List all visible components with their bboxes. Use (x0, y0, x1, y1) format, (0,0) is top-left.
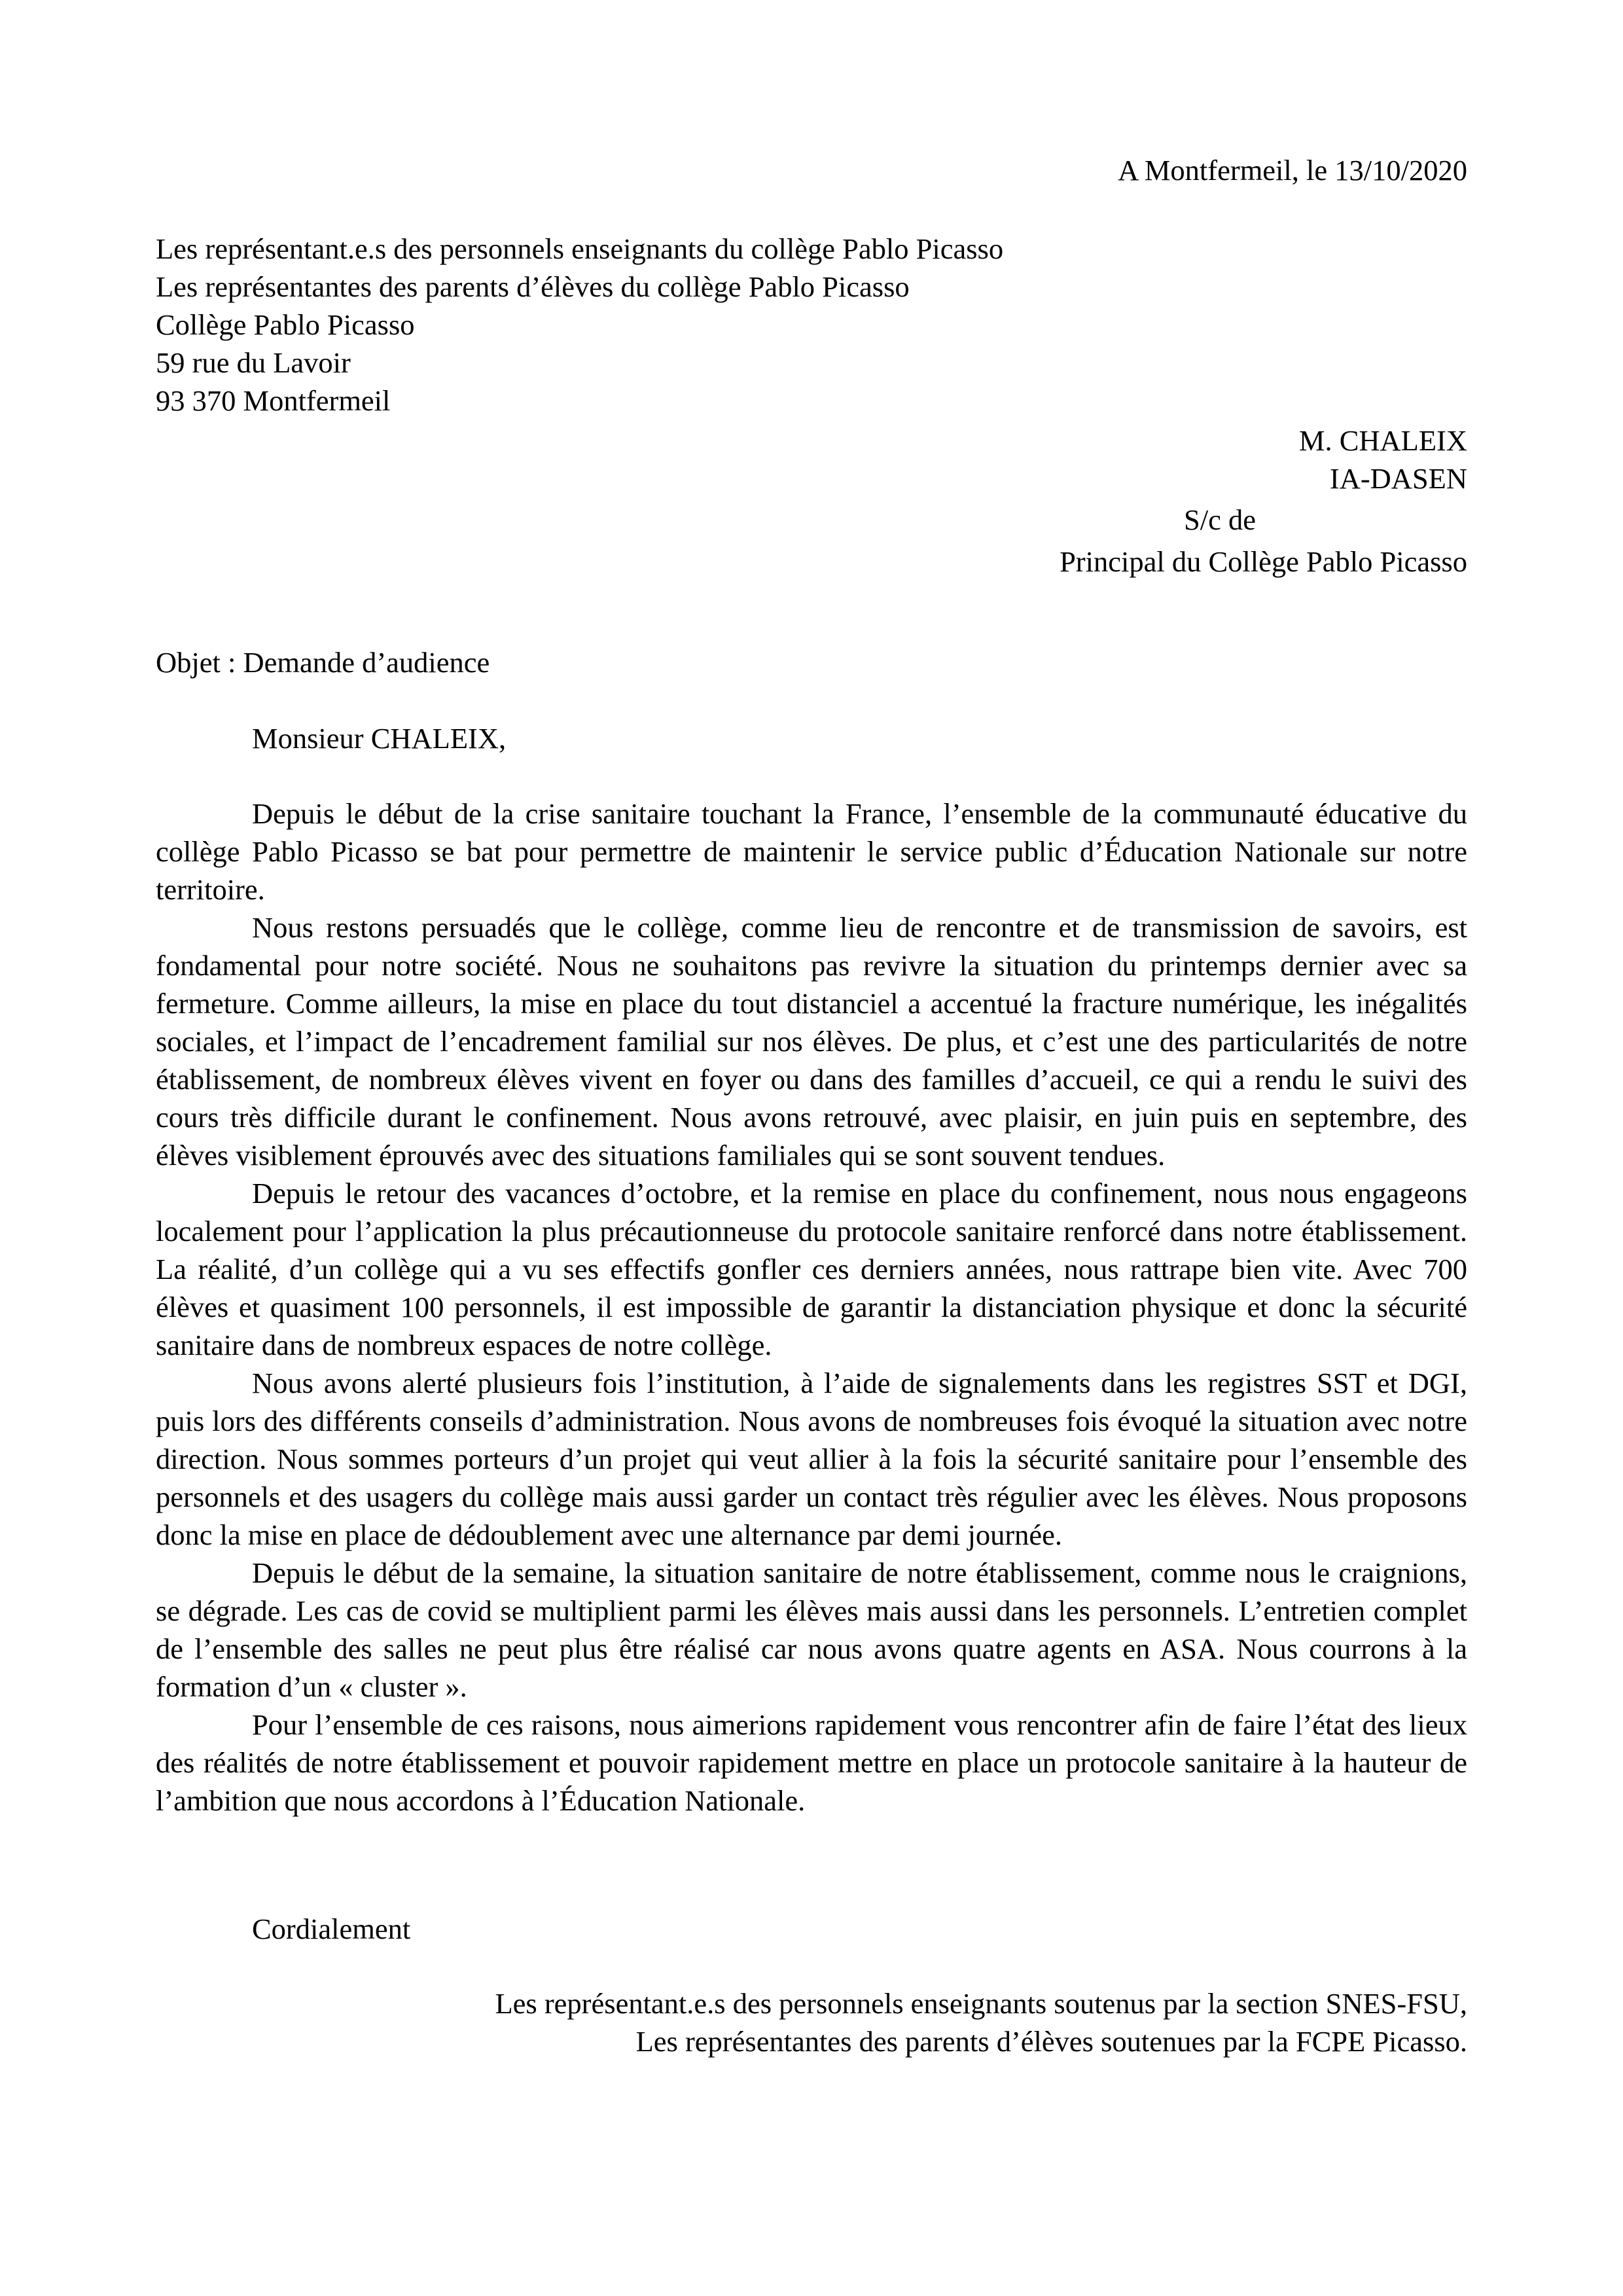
sender-line-teachers: Les représentant.e.s des personnels enseignants du collège Pablo Picasso (156, 232, 1004, 265)
letter-salutation: Monsieur CHALEIX, (252, 722, 507, 755)
recipient-via: S/c de (1184, 503, 1256, 536)
body-paragraph: Nous avons alerté plusieurs fois l’institution, à l’aide de signalements dans les registres SST et DGI, puis lors des différents conseils d’administration. Nous avons de nombreuses fois évoqué la situation avec notre direction. Nous sommes porteurs d’un projet qui veut allier à la fois la sécurité sanitaire pour l’ensemble des personnels et des usagers du collège mais aussi garder un contact très régulier avec les élèves. Nous proposons donc la mise en place de dédoublement avec une alternance par demi journée. (156, 1367, 1467, 1551)
body-paragraph: Pour l’ensemble de ces raisons, nous aimerions rapidement vous rencontrer afin de faire l’état des lieux des réalités de notre établissement et pouvoir rapidement mettre en place un protocole sanitaire à la hauteur de l’ambition que nous accordons à l’Éducation Nationale. (156, 1708, 1467, 1817)
sender-line-school: Collège Pablo Picasso (156, 308, 415, 341)
recipient-name: M. CHALEIX (1298, 424, 1467, 457)
sender-line-street: 59 rue du Lavoir (156, 346, 351, 379)
sender-line-city: 93 370 Montfermeil (156, 384, 391, 417)
recipient-title: IA-DASEN (1329, 462, 1467, 495)
sender-address-block (156, 230, 1003, 420)
recipient-block (1060, 422, 1467, 581)
place-date: A Montfermeil, le 13/10/2020 (1118, 154, 1467, 187)
recipient-via-principal: Principal du Collège Pablo Picasso (1060, 545, 1467, 578)
body-paragraph: Depuis le début de la crise sanitaire touchant la France, l’ensemble de la communauté éducative du collège Pablo Picasso se bat pour permettre de maintenir le service public d’Éducation Nationale sur notre territoire. (156, 797, 1467, 906)
letter-body (156, 795, 1467, 1820)
letter-closing: Cordialement (252, 1912, 411, 1945)
body-paragraph: Nous restons persuadés que le collège, comme lieu de rencontre et de transmission de savoirs, est fondamental pour notre société. Nous ne souhaitons pas revivre la situation du printemps dernier avec sa fermeture. Comme ailleurs, la mise en place du tout distanciel a accentué la fracture numérique, les inégalités sociales, et l’impact de l’encadrement familial sur nos élèves. De plus, et c’est une des particularités de notre établissement, de nombreux élèves vivent en foyer ou dans des familles d’accueil, ce qui a rendu le suivi des cours très difficile durant le confinement. Nous avons retrouvé, avec plaisir, en juin puis en septembre, des élèves visiblement éprouvés avec des situations familiales qui se sont souvent tendues. (156, 911, 1467, 1172)
sender-line-parents: Les représentantes des parents d’élèves du collège Pablo Picasso (156, 270, 910, 303)
signature-teachers: Les représentant.e.s des personnels enseignants soutenus par la section SNES-FSU, (495, 1987, 1467, 2020)
body-paragraph: Depuis le début de la semaine, la situation sanitaire de notre établissement, comme nous le craignions, se dégrade. Les cas de covid se multiplient parmi les élèves mais aussi dans les personnels. L’entretien complet de l’ensemble des salles ne peut plus être réalisé car nous avons quatre agents en ASA. Nous courrons à la formation d’un « cluster ». (156, 1556, 1467, 1703)
body-paragraph: Depuis le retour des vacances d’octobre, et la remise en place du confinement, nous nous engageons localement pour l’application la plus précautionneuse du protocole sanitaire renforcé dans notre établissement. La réalité, d’un collège qui a vu ses effectifs gonfler ces derniers années, nous rattrape bien vite. Avec 700 élèves et quasiment 100 personnels, il est impossible de garantir la distanciation physique et donc la sécurité sanitaire dans de nombreux espaces de notre collège. (156, 1177, 1467, 1361)
signature-block (495, 1984, 1467, 2060)
letter-subject: Objet : Demande d’audience (156, 646, 490, 679)
signature-parents: Les représentantes des parents d’élèves soutenues par la FCPE Picasso. (635, 2025, 1467, 2058)
